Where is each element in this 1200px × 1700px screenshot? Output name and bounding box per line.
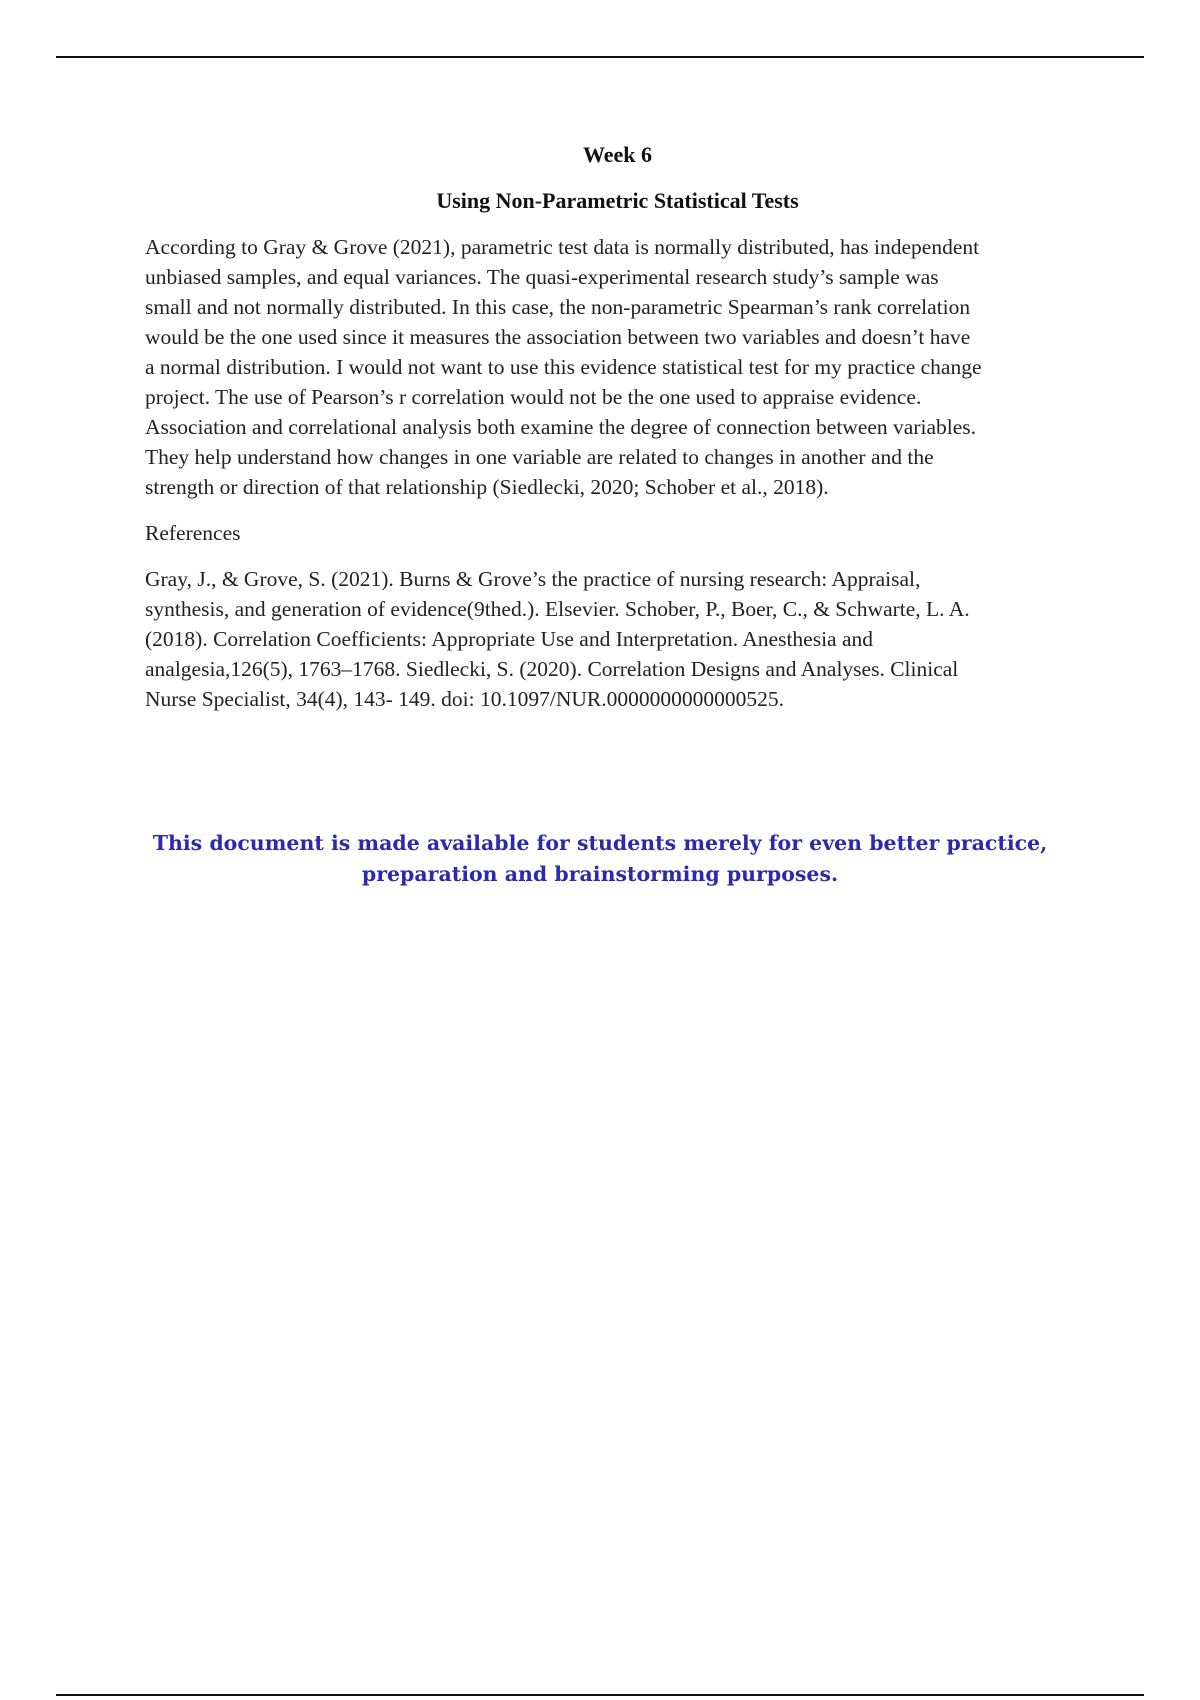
- body-line: small and not normally distributed. In this case, the non-parametric Spearman’s rank correlation: [145, 295, 971, 319]
- disclaimer-line: This document is made available for students merely for even better practice,: [152, 831, 1048, 855]
- references-paragraph: [145, 564, 1090, 714]
- body-line: would be the one used since it measures the association between two variables and doesn’t have: [145, 325, 971, 349]
- reference-line: (2018). Correlation Coefficients: Appropriate Use and Interpretation. Anesthesia and: [145, 627, 874, 651]
- body-line: According to Gray & Grove (2021), parametric test data is normally distributed, has independent: [145, 235, 980, 259]
- body-line: unbiased samples, and equal variances. The quasi-experimental research study’s sample was: [145, 265, 939, 289]
- body-line: a normal distribution. I would not want to use this evidence statistical test for my practice change: [145, 355, 982, 379]
- body-line: They help understand how changes in one variable are related to changes in another and the: [145, 445, 934, 469]
- page-title: Week 6: [582, 142, 653, 167]
- disclaimer-line: preparation and brainstorming purposes.: [361, 862, 839, 886]
- body-line: strength or direction of that relationship (Siedlecki, 2020; Schober et al., 2018).: [145, 475, 829, 499]
- reference-line: analgesia,126(5), 1763–1768. Siedlecki, S. (2020). Correlation Designs and Analyses. Clinical: [145, 657, 959, 681]
- reference-line: Gray, J., & Grove, S. (2021). Burns & Grove’s the practice of nursing research: Appraisal,: [145, 567, 921, 591]
- reference-line: Nurse Specialist, 34(4), 143- 149. doi: 10.1097/NUR.0000000000000525.: [145, 687, 784, 711]
- bottom-rule: [56, 1694, 1144, 1696]
- document-content: [145, 140, 1090, 730]
- body-line: Association and correlational analysis both examine the degree of connection between variables.: [145, 415, 977, 439]
- page-subtitle: Using Non-Parametric Statistical Tests: [436, 188, 799, 213]
- reference-line: synthesis, and generation of evidence(9thed.). Elsevier. Schober, P., Boer, C., & Schwarte, L. A.: [145, 597, 970, 621]
- disclaimer-notice: [120, 828, 1080, 890]
- references-heading: References: [145, 521, 241, 545]
- top-rule: [56, 56, 1144, 58]
- body-paragraph: [145, 232, 1090, 502]
- body-line: project. The use of Pearson’s r correlation would not be the one used to appraise evidence.: [145, 385, 922, 409]
